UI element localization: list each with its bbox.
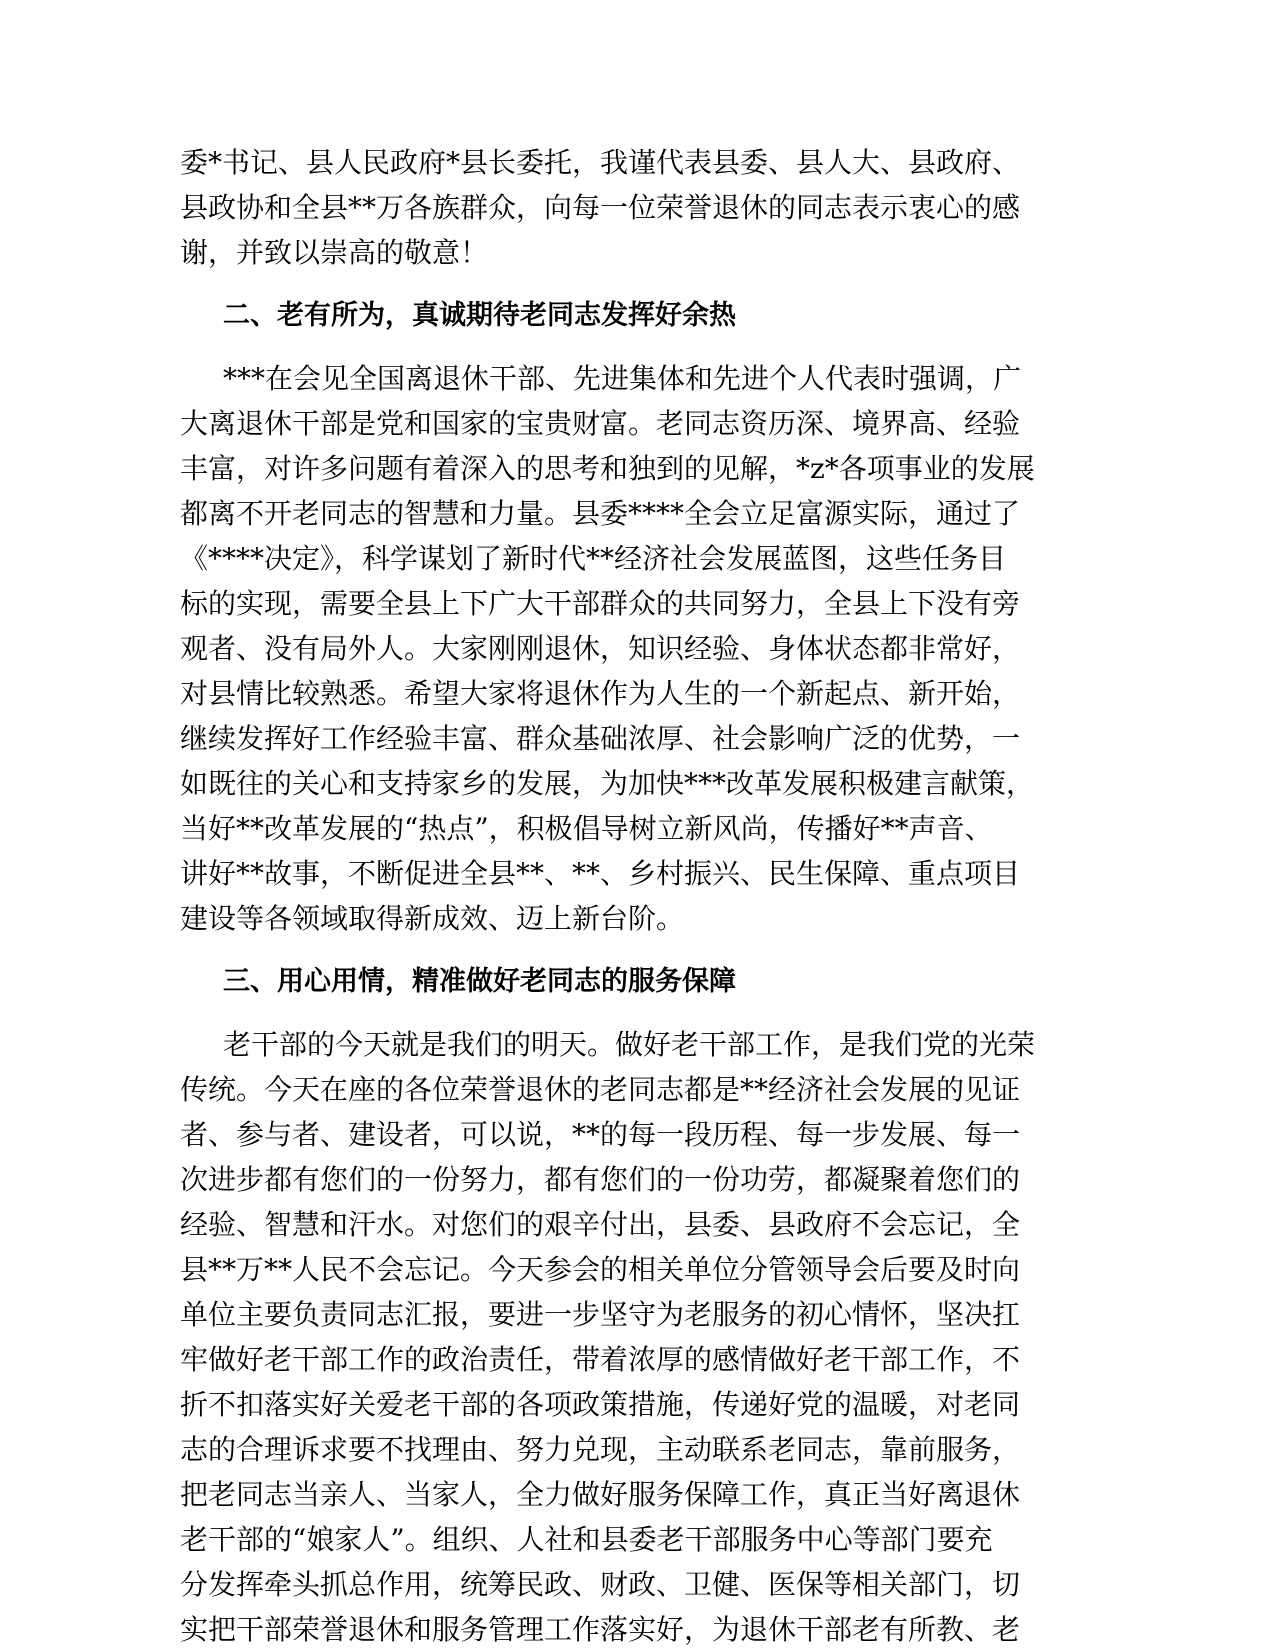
paragraph-thanks bbox=[180, 140, 1092, 275]
text-line: 单位主要负责同志汇报，要进一步坚守为老服务的初心情怀，坚决扛 bbox=[180, 1298, 1021, 1331]
text-line: 当好**改革发展的“热点”，积极倡导树立新风尚，传播好**声音、 bbox=[180, 812, 993, 845]
text-line: 者、参与者、建设者，可以说，**的每一段历程、每一步发展、每一 bbox=[180, 1118, 1021, 1151]
text-line: 观者、没有局外人。大家刚刚退休，知识经验、身体状态都非常好， bbox=[180, 632, 1021, 665]
text-line: 分发挥牵头抓总作用，统筹民政、财政、卫健、医保等相关部门，切 bbox=[180, 1568, 1021, 1601]
text-line: 谢，并致以崇高的敬意！ bbox=[180, 236, 489, 269]
text-line: 县**万**人民不会忘记。今天参会的相关单位分管领导会后要及时向 bbox=[180, 1253, 1021, 1286]
text-line: 把老同志当亲人、当家人，全力做好服务保障工作，真正当好离退休 bbox=[180, 1478, 1021, 1511]
text-line: 丰富，对许多问题有着深入的思考和独到的见解，*z*各项事业的发展 bbox=[180, 452, 1035, 485]
text-line: 建设等各领域取得新成效、迈上新台阶。 bbox=[180, 902, 685, 935]
paragraph-section-2 bbox=[180, 356, 1092, 941]
section-heading-3: 三、用心用情，精准做好老同志的服务保障 bbox=[223, 966, 736, 997]
text-line: 委*书记、县人民政府*县长委托，我谨代表县委、县人大、县政府、 bbox=[180, 146, 1021, 179]
section-heading-2: 二、老有所为，真诚期待老同志发挥好余热 bbox=[223, 300, 736, 331]
text-line: 对县情比较熟悉。希望大家将退休作为人生的一个新起点、新开始， bbox=[180, 677, 1021, 710]
text-line: 如既往的关心和支持家乡的发展，为加快***改革发展积极建言献策， bbox=[180, 767, 1035, 800]
text-line: 次进步都有您们的一份努力，都有您们的一份功劳，都凝聚着您们的 bbox=[180, 1163, 1021, 1196]
text-line: 都离不开老同志的智慧和力量。县委****全会立足富源实际，通过了 bbox=[180, 497, 1021, 530]
text-line: 讲好**故事，不断促进全县**、**、乡村振兴、民生保障、重点项目 bbox=[180, 857, 1021, 890]
text-line: 标的实现，需要全县上下广大干部群众的共同努力，全县上下没有旁 bbox=[180, 587, 1021, 620]
text-line: 老干部的“娘家人”。组织、人社和县委老干部服务中心等部门要充 bbox=[180, 1523, 993, 1556]
text-line: 经验、智慧和汗水。对您们的艰辛付出，县委、县政府不会忘记，全 bbox=[180, 1208, 1021, 1241]
text-line: 老干部的今天就是我们的明天。做好老干部工作，是我们党的光荣 bbox=[223, 1028, 1036, 1061]
text-line: 实把干部荣誉退休和服务管理工作落实好，为退休干部老有所教、老 bbox=[180, 1613, 1021, 1646]
text-line: 大离退休干部是党和国家的宝贵财富。老同志资历深、境界高、经验 bbox=[180, 407, 1021, 440]
text-line: 继续发挥好工作经验丰富、群众基础浓厚、社会影响广泛的优势，一 bbox=[180, 722, 1021, 755]
text-line: ***在会见全国离退休干部、先进集体和先进个人代表时强调，广 bbox=[223, 362, 1022, 395]
text-line: 志的合理诉求要不找理由、努力兑现，主动联系老同志，靠前服务， bbox=[180, 1433, 1021, 1466]
text-line: 折不扣落实好关爱老干部的各项政策措施，传递好党的温暖，对老同 bbox=[180, 1388, 1021, 1421]
text-line: 《****决定》，科学谋划了新时代**经济社会发展蓝图，这些任务目 bbox=[180, 542, 1007, 575]
text-line: 传统。今天在座的各位荣誉退休的老同志都是**经济社会发展的见证 bbox=[180, 1073, 1021, 1106]
document-page bbox=[180, 140, 1092, 1652]
paragraph-section-3 bbox=[180, 1022, 1092, 1652]
text-line: 牢做好老干部工作的政治责任，带着浓厚的感情做好老干部工作，不 bbox=[180, 1343, 1021, 1376]
text-line: 县政协和全县**万各族群众，向每一位荣誉退休的同志表示衷心的感 bbox=[180, 191, 1021, 224]
